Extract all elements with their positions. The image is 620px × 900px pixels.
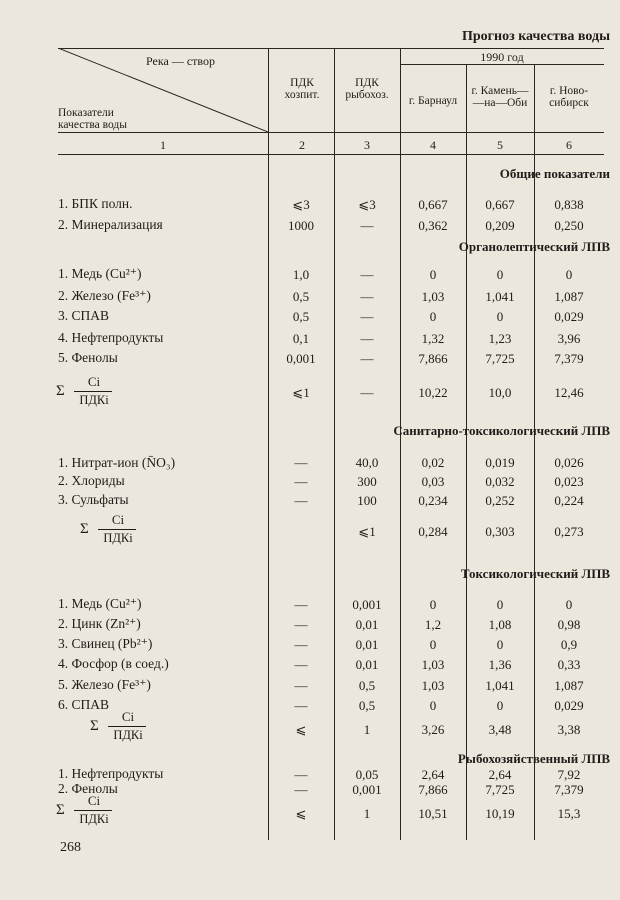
cell-novosibirsk: 7,379 xyxy=(554,782,584,797)
cell-kamen: 1,08 xyxy=(488,617,512,632)
cell-pdk-rybohoz: — xyxy=(360,218,374,233)
cell-pdk-rybohoz: 100 xyxy=(357,493,377,508)
cell-novosibirsk: 0,33 xyxy=(557,657,581,672)
cell-barnaul: 0,234 xyxy=(418,493,448,508)
formula-denominator: ПДКi xyxy=(79,812,109,826)
row-label: 6. СПАВ xyxy=(58,697,110,712)
formula-denominator: ПДКi xyxy=(79,393,109,407)
section-title: Токсикологический ЛПВ xyxy=(460,566,610,581)
cell-barnaul: 0 xyxy=(429,597,437,612)
cell-kamen: 1,041 xyxy=(485,289,515,304)
cell-barnaul: 2,64 xyxy=(421,767,445,782)
cell-pdk-rybohoz: 0,5 xyxy=(358,698,376,713)
row-label: 1. Нефтепродукты xyxy=(58,766,164,781)
col-number-4: 4 xyxy=(430,138,436,152)
cell-novosibirsk: 0,9 xyxy=(560,637,578,652)
cell-pdk-hozpit: 0,5 xyxy=(292,309,310,324)
table-title: Прогноз качества воды xyxy=(461,29,610,44)
cell-pdk-hozpit: — xyxy=(294,767,308,782)
formula-numerator: Ci xyxy=(87,793,101,808)
cell-kamen: 0 xyxy=(496,267,504,282)
cell-pdk-hozpit: 1000 xyxy=(288,218,314,233)
cell-barnaul: 1,2 xyxy=(424,617,442,632)
year-rule xyxy=(400,64,604,65)
cell-kamen: 0,252 xyxy=(485,493,515,508)
row-label: 3. Сульфаты xyxy=(58,492,129,507)
cell-novosibirsk: 7,92 xyxy=(557,767,581,782)
row-label: 5. Фенолы xyxy=(58,350,118,365)
cell-pdk-rybohoz: 0,001 xyxy=(352,597,382,612)
cell-barnaul: 0,667 xyxy=(418,197,448,212)
sum-formula xyxy=(90,709,160,746)
fraction-bar xyxy=(108,726,146,727)
cell-barnaul: 1,32 xyxy=(421,331,445,346)
sigma-symbol: Σ xyxy=(80,521,89,537)
cell-kamen: 1,041 xyxy=(485,678,515,693)
fraction-bar xyxy=(74,391,112,392)
cell-pdk-hozpit: — xyxy=(294,698,308,713)
cell-barnaul: 0,03 xyxy=(421,474,445,489)
col-number-6: 6 xyxy=(566,138,572,152)
page-number: 268 xyxy=(60,840,81,855)
cell-novosibirsk: 0,98 xyxy=(557,617,581,632)
cell-kamen: 0,667 xyxy=(485,197,515,212)
cell-pdk-hozpit: — xyxy=(294,617,308,632)
col6-header-1: г. Ново- xyxy=(549,85,589,97)
row-label: 1. Нитрат-ион (N̄O₃) xyxy=(58,455,176,470)
cell-barnaul: 1,03 xyxy=(421,678,445,693)
col-number-1: 1 xyxy=(160,138,166,152)
row-label: 1. Медь (Cu²⁺) xyxy=(58,596,142,611)
cell-novosibirsk: 0 xyxy=(565,597,573,612)
row-label: 2. Хлориды xyxy=(58,473,125,488)
cell-kamen: 0 xyxy=(496,698,504,713)
sum-formula xyxy=(80,512,150,549)
sum-formula xyxy=(56,793,126,830)
sum-formula xyxy=(56,374,126,411)
cell-novosibirsk: 15,3 xyxy=(557,806,581,821)
col3-header-1: ПДК xyxy=(355,77,379,89)
section-title: Санитарно-токсикологический ЛПВ xyxy=(393,423,610,438)
row-label: 2. Цинк (Zn²⁺) xyxy=(58,616,141,631)
formula-numerator: Ci xyxy=(111,512,125,527)
cell-novosibirsk: 12,46 xyxy=(554,385,584,400)
cell-barnaul: 10,51 xyxy=(418,806,448,821)
cell-barnaul: 0,362 xyxy=(418,218,448,233)
cell-pdk-rybohoz: 0,01 xyxy=(355,657,379,672)
cell-barnaul: 10,22 xyxy=(418,385,448,400)
cell-novosibirsk: 0 xyxy=(565,267,573,282)
cell-pdk-rybohoz: ⩽3 xyxy=(358,197,376,212)
cell-barnaul: 0 xyxy=(429,698,437,713)
col2-header-1: ПДК xyxy=(290,77,314,89)
row-label: 1. Медь (Cu²⁺) xyxy=(58,266,142,281)
cell-kamen: 0,209 xyxy=(485,218,515,233)
cell-novosibirsk: 0,026 xyxy=(554,455,584,470)
cell-pdk-hozpit: ⩽ xyxy=(295,806,307,821)
col-number-5: 5 xyxy=(497,138,503,152)
header-bottom-rule xyxy=(58,132,604,133)
cell-kamen: 0 xyxy=(496,637,504,652)
cell-kamen: 3,48 xyxy=(488,722,512,737)
section-title: Органолептический ЛПВ xyxy=(458,239,610,254)
formula-numerator: Ci xyxy=(121,709,135,724)
cell-kamen: 0,032 xyxy=(485,474,515,489)
cell-novosibirsk: 1,087 xyxy=(554,289,584,304)
row-label: 3. Свинец (Pb²⁺) xyxy=(58,636,153,651)
cell-pdk-hozpit: 1,0 xyxy=(292,267,310,282)
cell-novosibirsk: 0,838 xyxy=(554,197,584,212)
cell-pdk-rybohoz: 1 xyxy=(363,806,371,821)
col3-header-2: рыбохоз. xyxy=(345,89,389,101)
cell-pdk-hozpit: ⩽ xyxy=(295,722,307,737)
year-header: 1990 год xyxy=(480,50,524,64)
cell-novosibirsk: 0,029 xyxy=(554,698,584,713)
sigma-symbol: Σ xyxy=(90,718,99,734)
cell-pdk-rybohoz: — xyxy=(360,289,374,304)
row-label: 4. Фосфор (в соед.) xyxy=(58,656,169,671)
formula-denominator: ПДКi xyxy=(103,531,133,545)
cell-barnaul: 0 xyxy=(429,637,437,652)
cell-kamen: 7,725 xyxy=(485,782,515,797)
cell-pdk-hozpit: — xyxy=(294,455,308,470)
cell-pdk-rybohoz: — xyxy=(360,267,374,282)
cell-kamen: 0 xyxy=(496,309,504,324)
fraction-bar xyxy=(74,810,112,811)
cell-pdk-hozpit: — xyxy=(294,597,308,612)
cell-pdk-hozpit: ⩽3 xyxy=(292,197,310,212)
corner-bottom-label-2: качества воды xyxy=(58,119,127,131)
cell-pdk-rybohoz: 0,001 xyxy=(352,782,382,797)
cell-novosibirsk: 0,250 xyxy=(554,218,584,233)
cell-novosibirsk: 0,029 xyxy=(554,309,584,324)
row-label: 4. Нефтепродукты xyxy=(58,330,164,345)
cell-kamen: 0 xyxy=(496,597,504,612)
row-label: 2. Фенолы xyxy=(58,781,118,796)
cell-pdk-rybohoz: — xyxy=(360,309,374,324)
cell-novosibirsk: 3,96 xyxy=(557,331,581,346)
row-label: 3. СПАВ xyxy=(58,308,110,323)
col2-header-2: хозпит. xyxy=(284,89,320,101)
cell-pdk-hozpit: — xyxy=(294,678,308,693)
cell-pdk-rybohoz: 0,01 xyxy=(355,637,379,652)
cell-pdk-rybohoz: 1 xyxy=(363,722,371,737)
cell-novosibirsk: 0,224 xyxy=(554,493,584,508)
formula-numerator: Ci xyxy=(87,374,101,389)
section-title: Рыбохозяйственный ЛПВ xyxy=(457,751,610,766)
cell-pdk-rybohoz: 0,5 xyxy=(358,678,376,693)
row-label: 1. БПК полн. xyxy=(58,196,133,211)
cell-barnaul: 0,284 xyxy=(418,524,448,539)
cell-novosibirsk: 0,023 xyxy=(554,474,584,489)
cell-pdk-hozpit: 0,001 xyxy=(286,351,316,366)
cell-barnaul: 0,02 xyxy=(421,455,445,470)
cell-barnaul: 1,03 xyxy=(421,657,445,672)
cell-pdk-hozpit: 0,1 xyxy=(292,331,310,346)
col4-header: г. Барнаул xyxy=(408,95,458,107)
cell-barnaul: 0 xyxy=(429,267,437,282)
cell-pdk-rybohoz: 40,0 xyxy=(355,455,379,470)
cell-pdk-rybohoz: 0,05 xyxy=(355,767,379,782)
cell-kamen: 10,0 xyxy=(488,385,512,400)
col5-header-2: —на—Оби xyxy=(472,97,528,109)
cell-pdk-rybohoz: ⩽1 xyxy=(358,524,376,539)
section-title: Общие показатели xyxy=(499,166,610,181)
cell-pdk-rybohoz: 300 xyxy=(357,474,377,489)
row-label: 2. Железо (Fe³⁺) xyxy=(58,288,151,303)
cell-pdk-hozpit: — xyxy=(294,782,308,797)
cell-pdk-rybohoz: — xyxy=(360,331,374,346)
corner-top-label: Река — створ xyxy=(146,54,215,68)
cell-pdk-hozpit: — xyxy=(294,637,308,652)
formula-denominator: ПДКi xyxy=(113,728,143,742)
cell-kamen: 1,36 xyxy=(488,657,512,672)
cell-barnaul: 7,866 xyxy=(418,782,448,797)
cell-pdk-hozpit: — xyxy=(294,493,308,508)
cell-novosibirsk: 3,38 xyxy=(557,722,581,737)
row-label: 5. Железо (Fe³⁺) xyxy=(58,677,151,692)
sigma-symbol: Σ xyxy=(56,802,65,818)
corner-bottom-label-1: Показатели xyxy=(58,107,114,119)
cell-barnaul: 7,866 xyxy=(418,351,448,366)
sigma-symbol: Σ xyxy=(56,383,65,399)
cell-pdk-rybohoz: — xyxy=(360,351,374,366)
cell-pdk-rybohoz: — xyxy=(360,385,374,400)
col5-header-1: г. Камень— xyxy=(471,85,529,97)
cell-pdk-hozpit: — xyxy=(294,474,308,489)
cell-barnaul: 1,03 xyxy=(421,289,445,304)
cell-barnaul: 3,26 xyxy=(421,722,445,737)
fraction-bar xyxy=(98,529,136,530)
cell-pdk-hozpit: — xyxy=(294,657,308,672)
cell-kamen: 2,64 xyxy=(488,767,512,782)
col-number-2: 2 xyxy=(299,138,305,152)
cell-kamen: 10,19 xyxy=(485,806,515,821)
cell-kamen: 0,303 xyxy=(485,524,515,539)
cell-kamen: 0,019 xyxy=(485,455,515,470)
cell-barnaul: 0 xyxy=(429,309,437,324)
cell-kamen: 7,725 xyxy=(485,351,515,366)
cell-novosibirsk: 1,087 xyxy=(554,678,584,693)
cell-novosibirsk: 7,379 xyxy=(554,351,584,366)
cell-kamen: 1,23 xyxy=(488,331,512,346)
cell-pdk-hozpit: 0,5 xyxy=(292,289,310,304)
col-number-3: 3 xyxy=(364,138,370,152)
cell-novosibirsk: 0,273 xyxy=(554,524,584,539)
col6-header-2: сибирск xyxy=(549,97,589,109)
row-label: 2. Минерализация xyxy=(58,217,163,232)
column-numbers-rule xyxy=(58,154,604,155)
cell-pdk-rybohoz: 0,01 xyxy=(355,617,379,632)
cell-pdk-hozpit: ⩽1 xyxy=(292,385,310,400)
